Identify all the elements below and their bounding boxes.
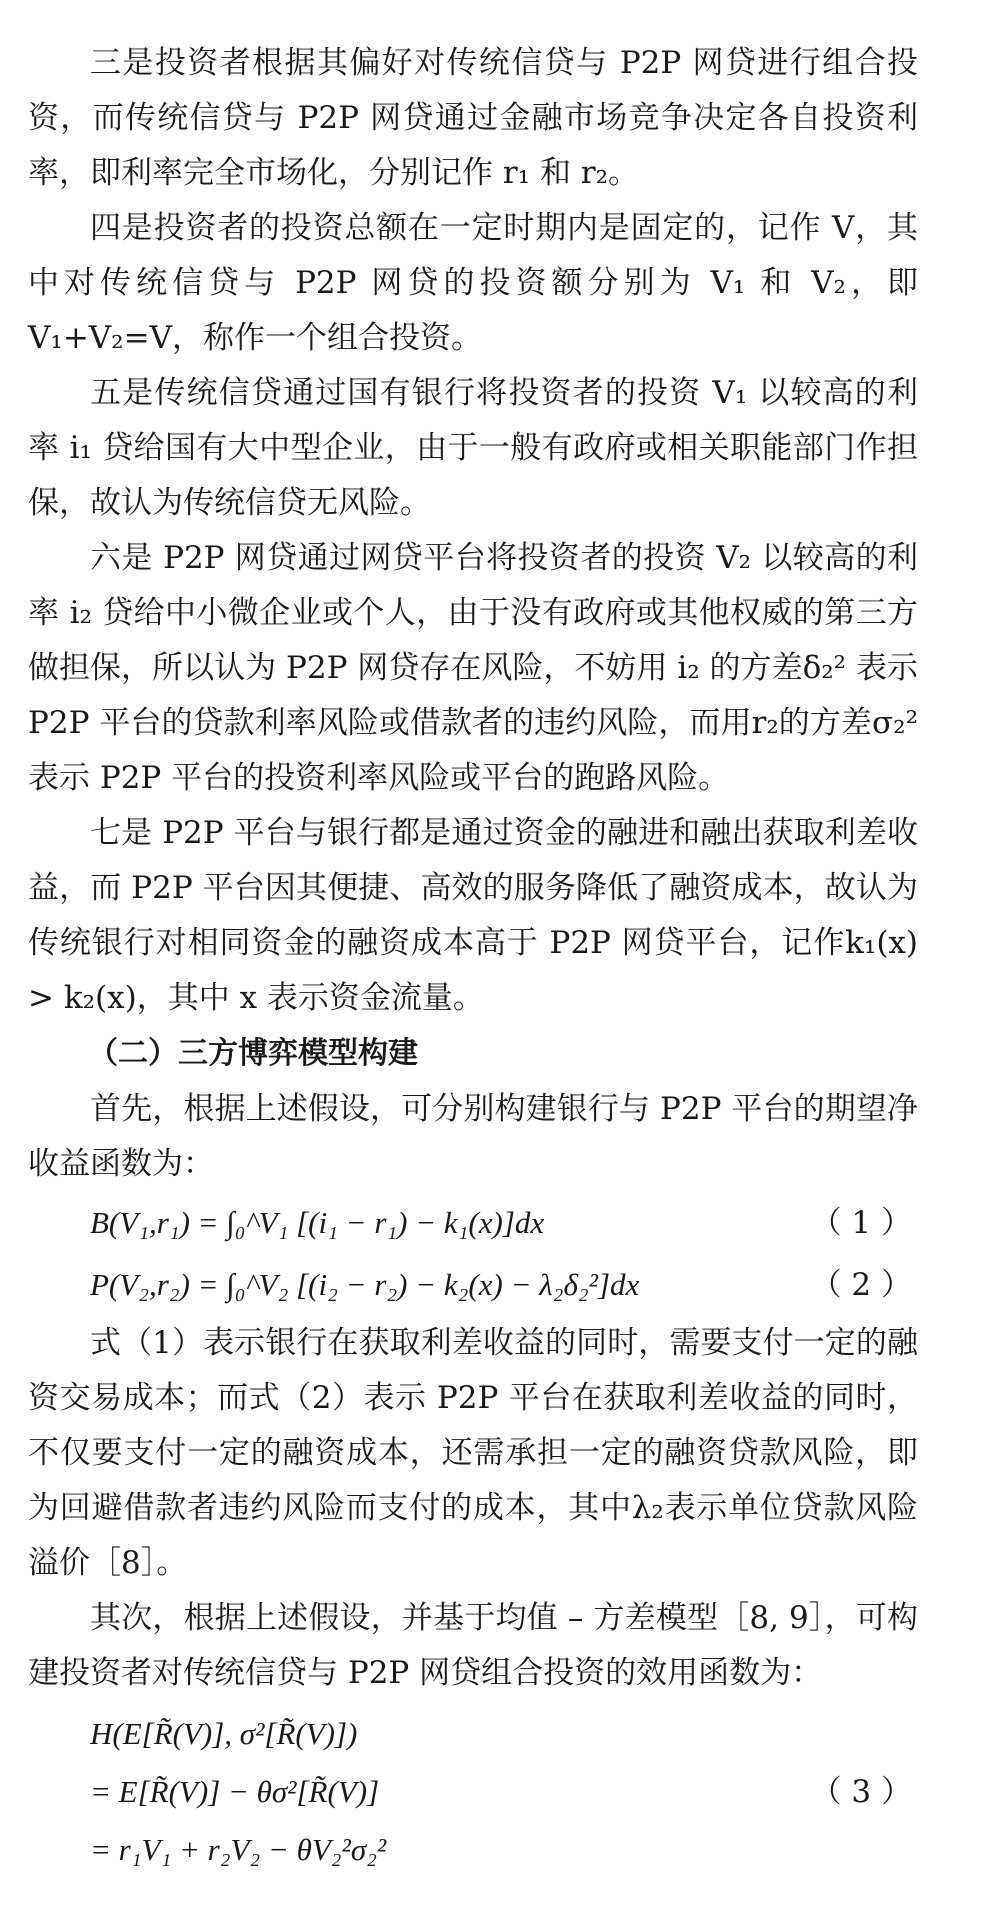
paragraph-explanation: 式（1）表示银行在获取利差收益的同时，需要支付一定的融资交易成本；而式（2）表示 P2P 平台在获取利差收益的同时，不仅要支付一定的融资成本，还需承担一定的融资贷款风险，即为回避借款者违约风险而支付的成本，其中λ₂表示单位贷款风险溢价［8］。 bbox=[28, 1325, 918, 1581]
equation-2 bbox=[28, 1254, 918, 1316]
paragraph-second: 其次，根据上述假设，并基于均值 – 方差模型［8, 9］，可构建投资者对传统信贷与 P2P 网贷组合投资的效用函数为： bbox=[28, 1600, 918, 1691]
paragraph-assumption-3: 三是投资者根据其偏好对传统信贷与 P2P 网贷进行组合投资，而传统信贷与 P2P 网贷通过金融市场竞争决定各自投资利率，即利率完全市场化，分别记作 r₁ 和 r₂。 bbox=[28, 45, 918, 191]
paragraph-assumption-7: 七是 P2P 平台与银行都是通过资金的融进和融出获取利差收益，而 P2P 平台因其便捷、高效的服务降低了融资成本，故认为传统银行对相同资金的融资成本高于 P2P 网贷平台，记作k₁(x) > k₂(x)，其中 x 表示资金流量。 bbox=[28, 815, 918, 1016]
equation-2-body: P(V₂,r₂) = ∫₀^V₂ [(i₂ − r₂) − k₂(x) − λ₂δ₂²]dx bbox=[90, 1267, 640, 1302]
equation-3-number: （ 3 ） bbox=[810, 1774, 912, 1810]
paragraph-first: 首先，根据上述假设，可分别构建银行与 P2P 平台的期望净收益函数为： bbox=[28, 1091, 918, 1182]
paragraph-assumption-6: 六是 P2P 网贷通过网贷平台将投资者的投资 V₂ 以较高的利率 i₂ 贷给中小微企业或个人，由于没有政府或其他权威的第三方做担保，所以认为 P2P 网贷存在风险，不妨用 i₂ 的方差δ₂² 表示 P2P 平台的贷款利率风险或借款者的违约风险，而用r₂的方差σ₂²表示 P2P 平台的投资利率风险或平台的跑路风险。 bbox=[28, 540, 919, 796]
paragraph-assumption-5: 五是传统信贷通过国有银行将投资者的投资 V₁ 以较高的利率 i₁ 贷给国有大中型企业，由于一般有政府或相关职能部门作担保，故认为传统信贷无风险。 bbox=[28, 375, 919, 521]
section-heading: （二）三方博弈模型构建 bbox=[88, 1036, 418, 1071]
equation-3 bbox=[28, 1705, 918, 1879]
equation-1 bbox=[28, 1192, 918, 1254]
paragraph-assumption-4: 四是投资者的投资总额在一定时期内是固定的，记作 V，其中对传统信贷与 P2P 网贷的投资额分别为 V₁ 和 V₂，即 V₁+V₂=V，称作一个组合投资。 bbox=[28, 210, 918, 356]
equation-3-line-2: = E[R̃(V)] − θσ²[R̃(V)] bbox=[90, 1774, 380, 1809]
equation-3-line-1: H(E[R̃(V)], σ²[R̃(V)]) bbox=[90, 1716, 358, 1751]
equation-2-number: （ 2 ） bbox=[810, 1267, 912, 1303]
equation-1-body: B(V₁,r₁) = ∫₀^V₁ [(i₁ − r₁) − k₁(x)]dx bbox=[90, 1205, 545, 1240]
paper-page bbox=[28, 36, 918, 1879]
equation-3-line-3: = r₁V₁ + r₂V₂ − θV₂²σ₂² bbox=[90, 1832, 387, 1867]
equation-1-number: （ 1 ） bbox=[810, 1205, 912, 1241]
